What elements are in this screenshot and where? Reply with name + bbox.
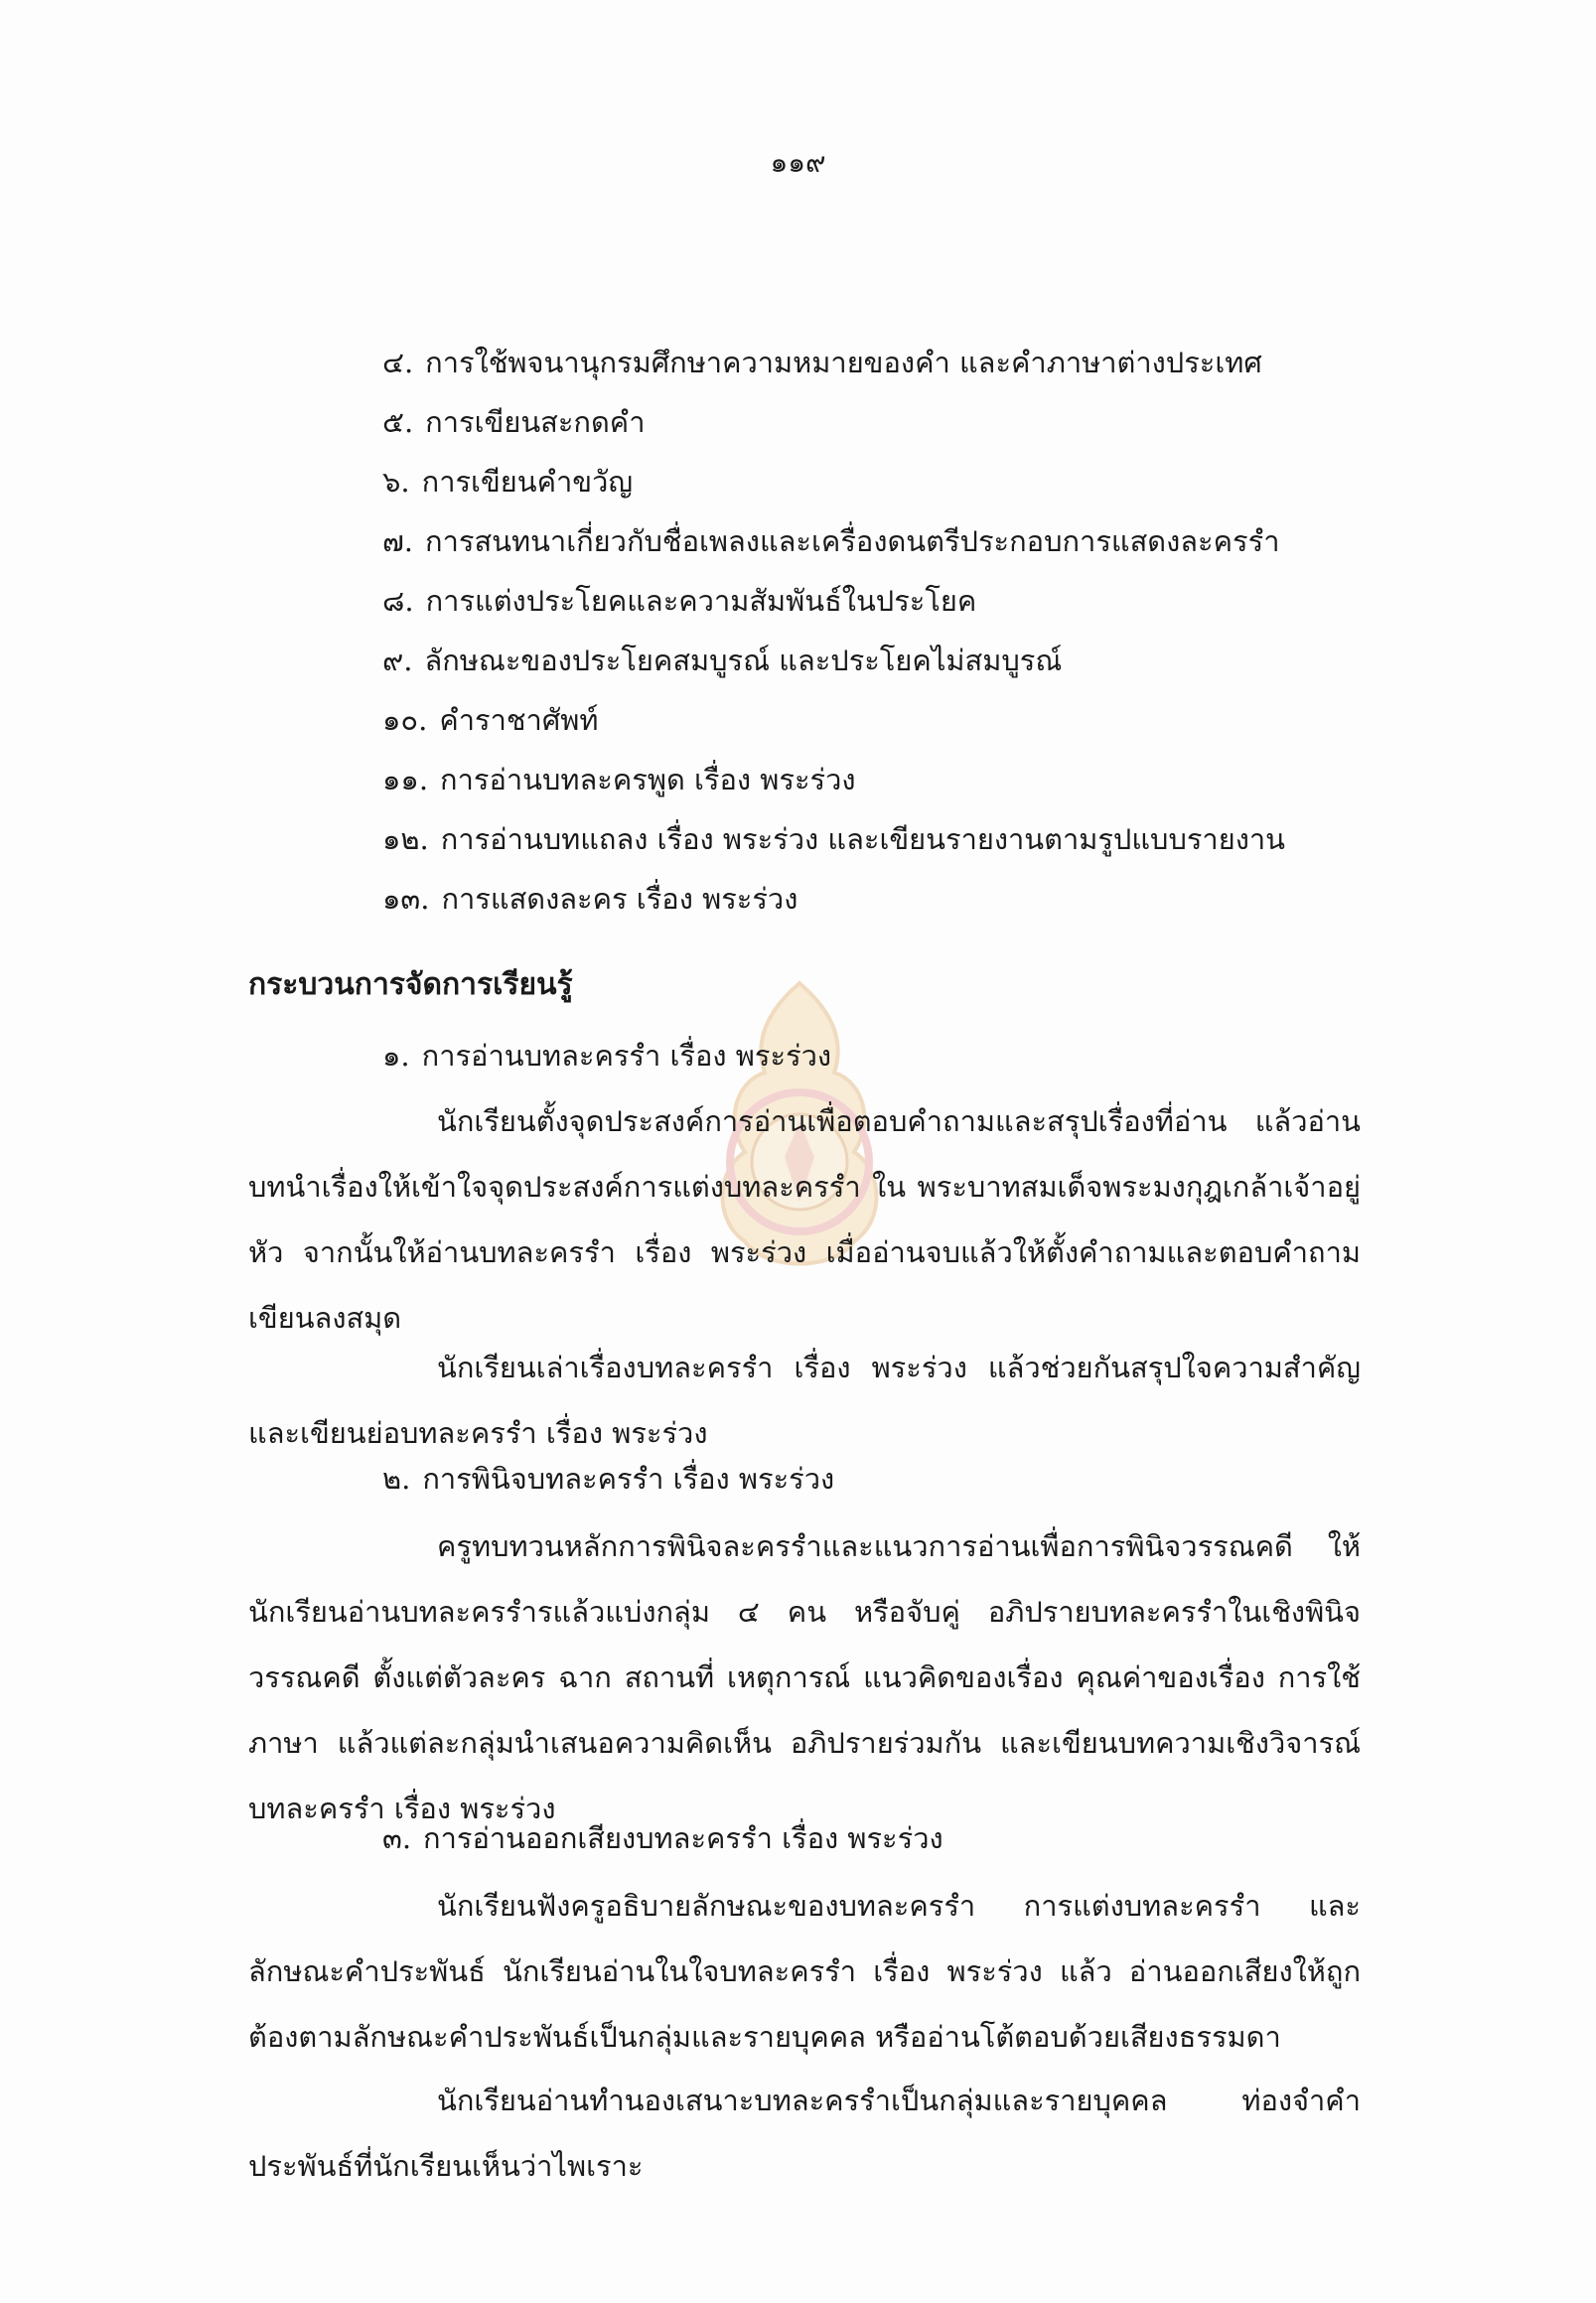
topic-item xyxy=(382,869,1376,929)
topic-item xyxy=(382,511,1376,571)
topic-item xyxy=(382,392,1376,452)
topic-text: การแต่งประโยคและความสัมพันธ์ในประโยค xyxy=(425,584,977,618)
topic-number: ๑๓. xyxy=(382,882,430,916)
step-paragraph: ครูทบทวนหลักการพินิจละครรำและแนวการอ่านเพื่อการพินิจวรรณคดี ให้นักเรียนอ่านบทละครรำรแล้วแบ่งกลุ่ม ๔ คน หรือจับคู่ อภิปรายบทละครรำในเชิงพินิจวรรณคดี ตั้งแต่ตัวละคร ฉาก สถานที่ เหตุการณ์ แนวคิดของเรื่อง คุณค่าของเรื่อง การใช้ภาษา แล้วแต่ละกลุ่มนำเสนอความคิดเห็น อภิปรายร่วมกัน และเขียนบทความเชิงวิจารณ์บทละครรำ เรื่อง พระร่วง xyxy=(248,1529,1361,1825)
step-paragraph: นักเรียนตั้งจุดประสงค์การอ่านเพื่อตอบคำถามและสรุปเรื่องที่อ่าน แล้วอ่านบทนำเรื่องให้เข้าใจจุดประสงค์การแต่งบทละครรำ ใน พระบาทสมเด็จพระมงกุฎเกล้าเจ้าอยู่หัว จากนั้นให้อ่านบทละครรำ เรื่อง พระร่วง เมื่ออ่านจบแล้วให้ตั้งคำถามและตอบคำถาม เขียนลงสมุด xyxy=(248,1104,1361,1335)
step-title xyxy=(382,1025,831,1086)
section-heading: กระบวนการจัดการเรียนรู้ xyxy=(248,967,573,1002)
topic-number: ๙. xyxy=(382,644,413,677)
topic-item xyxy=(382,809,1376,869)
step-number: ๒. xyxy=(382,1462,411,1496)
step-title-text: การอ่านออกเสียงบทละครรำ เรื่อง พระร่วง xyxy=(423,1821,943,1855)
step-paragraph: นักเรียนอ่านทำนองเสนาะบทละครรำเป็นกลุ่มและรายบุคคล ท่องจำคำประพันธ์ที่นักเรียนเห็นว่าไพเราะ xyxy=(248,2084,1361,2183)
topic-item xyxy=(382,690,1376,750)
topic-text: การแสดงละคร เรื่อง พระร่วง xyxy=(441,882,798,916)
topic-text: การเขียนคำขวัญ xyxy=(421,465,634,499)
topic-item xyxy=(382,750,1376,809)
topic-number: ๑๒. xyxy=(382,822,429,856)
step-title xyxy=(382,1448,834,1510)
topic-text: การอ่านบทแถลง เรื่อง พระร่วง และเขียนรายงานตามรูปแบบรายงาน xyxy=(440,822,1285,856)
topic-number: ๖. xyxy=(382,465,410,499)
topic-text: การเขียนสะกดคำ xyxy=(425,405,646,439)
topic-number: ๑๐. xyxy=(382,703,428,737)
step-paragraph: นักเรียนเล่าเรื่องบทละครรำ เรื่อง พระร่วง แล้วช่วยกันสรุปใจความสำคัญ และเขียนย่อบทละครรำ เรื่อง พระร่วง xyxy=(248,1351,1361,1450)
step-title xyxy=(382,1807,943,1869)
topic-item xyxy=(382,631,1376,690)
topic-text: การใช้พจนานุกรมศึกษาความหมายของคำ และคำภาษาต่างประเทศ xyxy=(425,346,1262,379)
step-number: ๓. xyxy=(382,1821,412,1855)
topic-number: ๑๑. xyxy=(382,763,429,796)
step-title-text: การอ่านบทละครรำ เรื่อง พระร่วง xyxy=(421,1039,832,1073)
step-title-text: การพินิจบทละครรำ เรื่อง พระร่วง xyxy=(422,1462,835,1496)
topic-number: ๗. xyxy=(382,524,414,558)
topic-number: ๔. xyxy=(382,346,414,379)
step-number: ๑. xyxy=(382,1039,410,1073)
topic-list xyxy=(382,333,1376,929)
step-paragraph: นักเรียนฟังครูอธิบายลักษณะของบทละครรำ การแต่งบทละครรำ และลักษณะคำประพันธ์ นักเรียนอ่านในใจบทละครรำ เรื่อง พระร่วง แล้ว อ่านออกเสียงให้ถูกต้องตามลักษณะคำประพันธ์เป็นกลุ่มและรายบุคคล หรืออ่านโต้ตอบด้วยเสียงธรรมดา xyxy=(248,1889,1361,2054)
topic-item xyxy=(382,571,1376,631)
topic-text: คำราชาศัพท์ xyxy=(439,703,599,737)
topic-text: ลักษณะของประโยคสมบูรณ์ และประโยคไม่สมบูรณ์ xyxy=(424,644,1063,677)
page-number: ๑๑๙ xyxy=(770,146,826,179)
topic-item xyxy=(382,452,1376,511)
topic-text: การสนทนาเกี่ยวกับชื่อเพลงและเครื่องดนตรีประกอบการแสดงละครรำ xyxy=(425,524,1280,558)
topic-number: ๘. xyxy=(382,584,414,618)
topic-number: ๕. xyxy=(382,405,414,439)
topic-item xyxy=(382,333,1376,392)
topic-text: การอ่านบทละครพูด เรื่อง พระร่วง xyxy=(440,763,856,796)
